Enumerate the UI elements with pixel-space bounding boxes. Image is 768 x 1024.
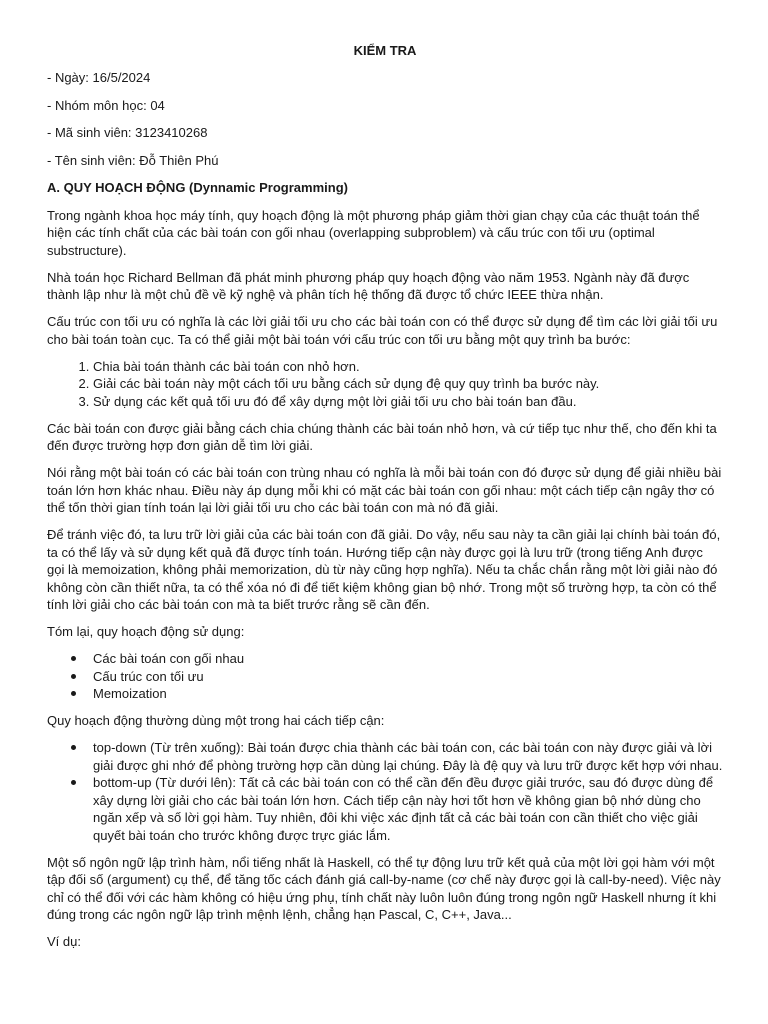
list-item: 3. Sử dụng các kết quả tối ưu đó để xây dựng một lời giải tối ưu cho bài toán ban đầu. [93,393,723,411]
list-item [93,685,723,703]
section-heading: A. QUY HOẠCH ĐỘNG (Dynnamic Programming) [47,180,348,195]
bullet-icon [71,674,76,679]
paragraph-haskell: Một số ngôn ngữ lập trình hàm, nổi tiếng nhất là Haskell, có thể tự động lưu trữ kết quả của một lời gọi hàm với một tập đối số (argument) cụ thể, để tăng tốc cách đánh giá call-by-name (cơ chế này được gọi là call-by-need). Việc này chỉ có thể đối với các hàm không có hiệu ứng phụ, tính chất này luôn luôn đúng trong ngôn ngữ Haskell nhưng ít khi đúng trong các ngôn ngữ lập trình mệnh lệnh, chẳng hạn Pascal, C, C++, Java... [47,854,721,922]
info-date: - Ngày: 16/5/2024 [47,70,151,85]
approaches-list [47,739,723,844]
paragraph-overlapping: Nói rằng một bài toán có các bài toán con trùng nhau có nghĩa là mỗi bài toán con đó được sử dụng để giải nhiều bài toán lớn hơn khác nhau. Điều này áp dụng mỗi khi có mặt các bài toán con gối nhau: một cách tiếp cận ngây thơ có thể tốn thời gian tính toán lại lời giải tối ưu cho các bài toán con mà nó đã giải. [47,465,722,515]
list-item [93,739,723,774]
paragraph-example: Ví dụ: [47,934,81,949]
list-item-text: top-down (Từ trên xuống): Bài toán được chia thành các bài toán con, các bài toán con này được giải và lời giải được ghi nhớ để phòng trường hợp cần dùng lại chúng. Đây là đệ quy và lưu trữ được kết hợp với nhau. [93,740,723,773]
bullet-icon [71,745,76,750]
info-course-group: - Nhóm môn học: 04 [47,97,165,113]
document-title: KIỂM TRA [353,43,417,58]
paragraph-optimal-substructure: Cấu trúc con tối ưu có nghĩa là các lời giải tối ưu cho các bài toán con có thể được sử dụng để tìm các lời giải tối ưu cho bài toán toàn cục. Ta có thể giải một bài toán với cấu trúc con tối ưu bằng một quy trình ba bước: [47,314,718,347]
steps-list [47,358,723,411]
list-item: 1. Chia bài toán thành các bài toán con nhỏ hơn. [93,358,723,376]
list-item-text: Các bài toán con gối nhau [93,651,245,666]
bullet-icon [71,656,76,661]
document-page [47,42,723,960]
info-student-id: - Mã sinh viên: 3123410268 [47,125,208,140]
list-item [93,650,723,668]
info-student-name: - Tên sinh viên: Đỗ Thiên Phú [47,152,219,168]
paragraph-subproblems: Các bài toán con được giải bằng cách chia chúng thành các bài toán nhỏ hơn, và cứ tiếp tục như thế, cho đến khi ta đến được trường hợp đơn giản dễ tìm lời giải. [47,420,717,453]
bullet-icon [71,780,76,785]
uses-list [47,650,723,703]
paragraph-bellman: Nhà toán học Richard Bellman đã phát minh phương pháp quy hoạch động vào năm 1953. Ngành này đã được thành lập như là một chủ đề về kỹ nghệ và phân tích hệ thống đã được tổ chức IEEE thừa nhận. [47,269,690,302]
list-item: 2. Giải các bài toán này một cách tối ưu bằng cách sử dụng đệ quy quy trình ba bước này. [93,375,723,393]
list-item [93,774,723,844]
paragraph-approaches: Quy hoạch động thường dùng một trong hai cách tiếp cận: [47,713,385,728]
list-item [93,668,723,686]
paragraph-intro: Trong ngành khoa học máy tính, quy hoạch động là một phương pháp giảm thời gian chạy của các thuật toán thể hiện các tính chất của các bài toán con gối nhau (overlapping subproblem) và cấu trúc con tối ưu (optimal substructure). [47,207,700,258]
paragraph-summary: Tóm lại, quy hoạch động sử dụng: [47,624,245,639]
paragraph-memoization: Để tránh việc đó, ta lưu trữ lời giải của các bài toán con đã giải. Do vậy, nếu sau này ta cần giải lại chính bài toán đó, ta có thể lấy và sử dụng kết quả đã được tính toán. Hướng tiếp cận này được gọi là lưu trữ (trong tiếng Anh được gọi là memoization, không phải memorization, dù từ này cũng hợp nghĩa). Nếu ta chắc chắn rằng một lời giải nào đó không còn cần thiết nữa, ta có thể xóa nó đi để tiết kiệm không gian bộ nhớ. Trong một số trường hợp, ta còn có thể tính lời giải cho các bài toán con mà ta biết trước rằng sẽ cần đến. [47,527,721,612]
list-item-text: bottom-up (Từ dưới lên): Tất cả các bài toán con có thể cần đến đều được giải trước, sau đó được dùng để xây dựng lời giải cho các bài toán lớn hơn. Cách tiếp cận này hơi tốt hơn về không gian bộ nhớ dùng cho ngăn xếp và số lời gọi hàm. Tuy nhiên, đôi khi việc xác định tất cả các bài toán con cần thiết cho việc giải quyết bài toán cho trước không được trực giác lắm. [93,775,714,843]
bullet-icon [71,691,76,696]
list-item-text: Cấu trúc con tối ưu [93,668,204,684]
list-item-text: Memoization [93,686,167,701]
